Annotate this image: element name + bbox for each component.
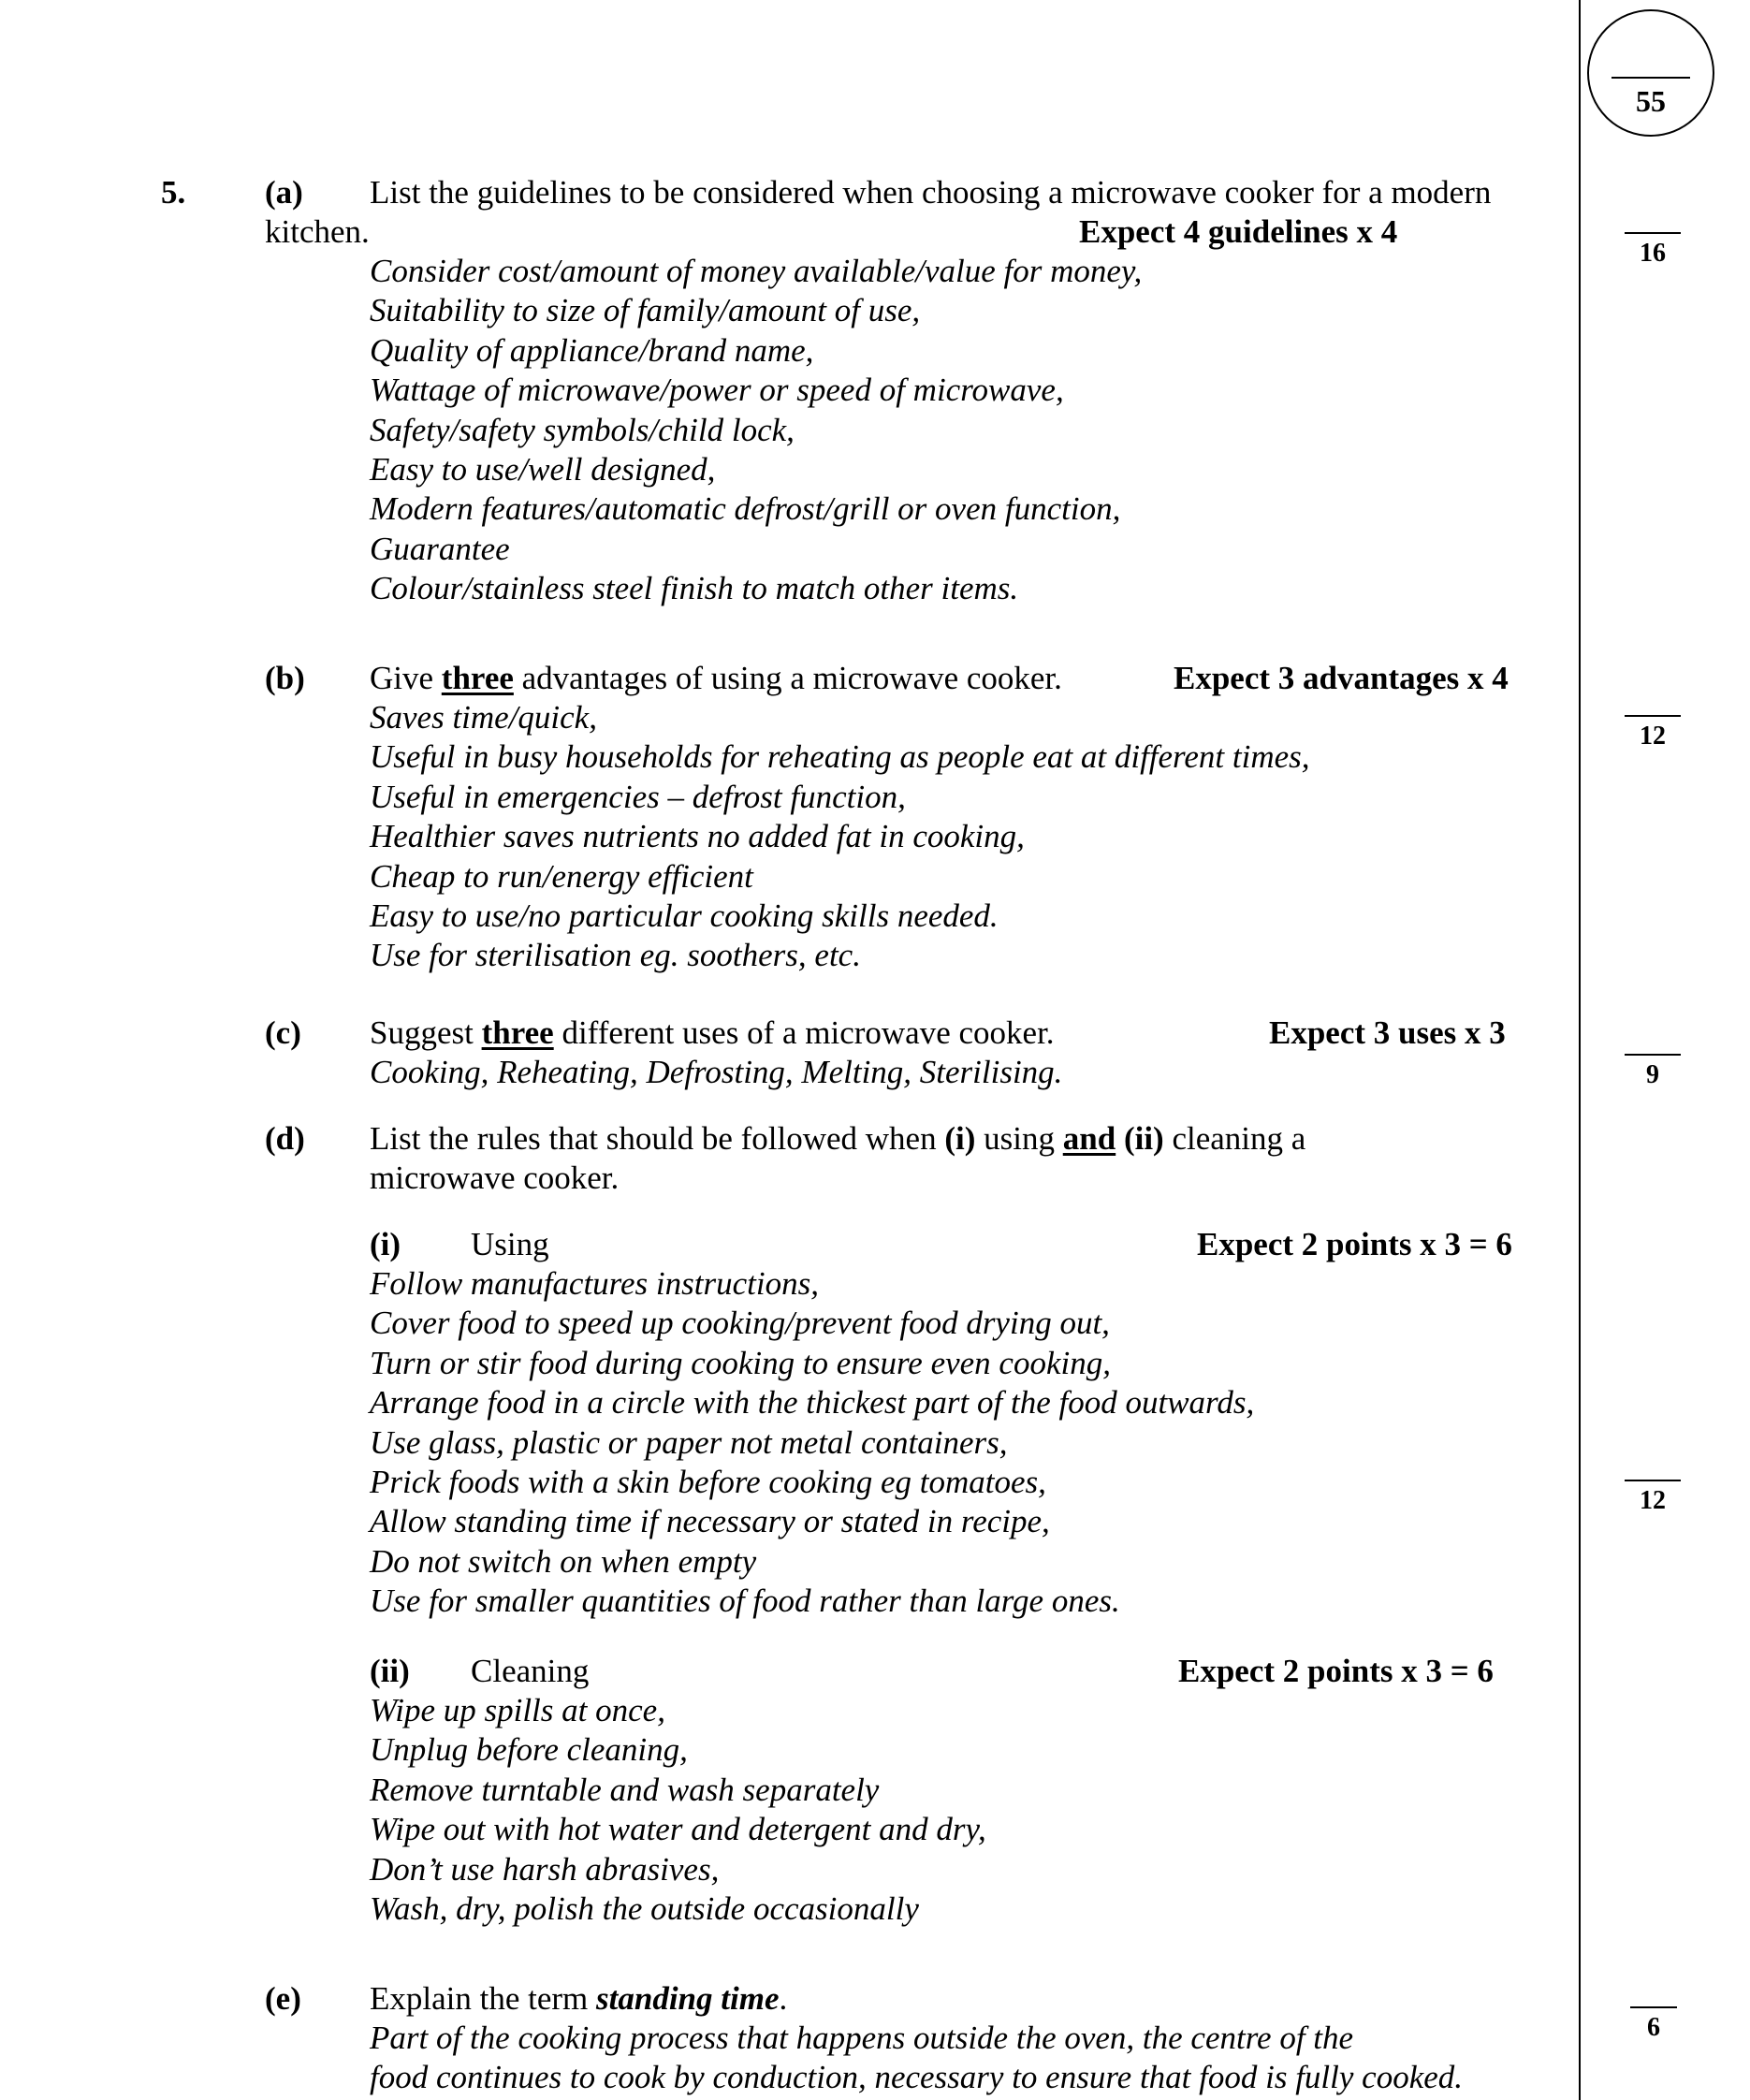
answer-line: Saves time/quick,	[370, 699, 597, 736]
part-c-expect: Expect 3 uses x 3	[1269, 1014, 1506, 1051]
part-b-label: (b)	[265, 660, 305, 696]
answer-line: Consider cost/amount of money available/value for money,	[370, 253, 1143, 289]
part-e-marks: 6	[1630, 2014, 1677, 2042]
part-d-question-line2: microwave cooker.	[370, 1159, 620, 1196]
part-e-label: (e)	[265, 1980, 301, 2017]
part-d-label: (d)	[265, 1120, 305, 1157]
part-d-ii-expect: Expect 2 points x 3 = 6	[1178, 1653, 1494, 1689]
part-d-marks: 12	[1625, 1487, 1681, 1515]
part-c-question: Suggest three different uses of a microwave cooker.	[370, 1014, 1055, 1051]
answer-line: Use for smaller quantities of food rather than large ones.	[370, 1582, 1120, 1620]
answer-line: Useful in busy households for reheating as people eat at different times,	[370, 738, 1310, 776]
part-b-answers	[370, 698, 1310, 976]
part-c-marks: 9	[1625, 1061, 1681, 1089]
answer-line: Remove turntable and wash separately	[370, 1771, 880, 1808]
answer-line: Safety/safety symbols/child lock,	[370, 411, 795, 448]
part-d-i-title: Using	[471, 1226, 549, 1262]
total-marks-circle	[1587, 9, 1714, 137]
answer-line: Wipe out with hot water and detergent and dry,	[370, 1811, 986, 1848]
answer-line: Part of the cooking process that happens outside the oven, the centre of the	[370, 2020, 1354, 2056]
part-e-answers	[370, 2019, 1463, 2098]
answer-line: Do not switch on when empty	[370, 1542, 757, 1580]
question-number: 5.	[161, 174, 186, 211]
answer-line: Modern features/automatic defrost/grill or oven function,	[370, 490, 1121, 528]
part-b-marks: 12	[1625, 722, 1681, 751]
part-d-ii-title: Cleaning	[471, 1653, 590, 1689]
answer-line: Don’t use harsh abrasives,	[370, 1850, 720, 1888]
answer-line: Wipe up spills at once,	[370, 1692, 665, 1728]
part-e-question: Explain the term standing time.	[370, 1980, 788, 2017]
part-c-label: (c)	[265, 1014, 301, 1051]
margin-rule	[1579, 0, 1581, 2100]
part-d-ii-answers	[370, 1691, 986, 1929]
part-b-question: Give three advantages of using a microwave cooker.	[370, 660, 1062, 696]
answer-line: Cheap to run/energy efficient	[370, 857, 753, 895]
total-marks: 55	[1636, 84, 1666, 112]
answer-line: Easy to use/no particular cooking skills needed.	[370, 897, 999, 934]
answer-line: Arrange food in a circle with the thickest part of the food outwards,	[370, 1384, 1255, 1422]
answer-line: Follow manufactures instructions,	[370, 1265, 819, 1302]
part-a-question-line2: kitchen.	[265, 213, 370, 250]
answer-line: Wattage of microwave/power or speed of microwave,	[370, 372, 1064, 409]
part-c-answer: Cooking, Reheating, Defrosting, Melting, Sterilising.	[370, 1054, 1063, 1090]
answer-line: Use for sterilisation eg. soothers, etc.	[370, 937, 861, 974]
answer-line: Cover food to speed up cooking/prevent food drying out,	[370, 1305, 1110, 1342]
answer-line: Quality of appliance/brand name,	[370, 331, 814, 369]
part-a-marks: 16	[1625, 240, 1681, 268]
part-d-i-expect: Expect 2 points x 3 = 6	[1197, 1226, 1512, 1262]
answer-line: Turn or stir food during cooking to ensure even cooking,	[370, 1344, 1111, 1381]
answer-line: Unplug before cleaning,	[370, 1731, 688, 1769]
part-a-label: (a)	[265, 174, 303, 211]
part-d-i-answers	[370, 1264, 1254, 1622]
answer-line: Colour/stainless steel finish to match other items.	[370, 570, 1019, 607]
answer-line: Easy to use/well designed,	[370, 450, 716, 488]
answer-line: Healthier saves nutrients no added fat in cooking,	[370, 818, 1025, 855]
answer-line: Use glass, plastic or paper not metal containers,	[370, 1423, 1008, 1461]
answer-line: Useful in emergencies – defrost function,	[370, 778, 906, 815]
part-d-question: List the rules that should be followed when (i) using and (ii) cleaning a	[370, 1120, 1306, 1157]
part-a-question-line1: List the guidelines to be considered when choosing a microwave cooker for a modern	[370, 174, 1492, 211]
part-b-expect: Expect 3 advantages x 4	[1174, 660, 1509, 696]
answer-line: food continues to cook by conduction, necessary to ensure that food is fully cooked.	[370, 2059, 1464, 2096]
part-d-i-label: (i)	[370, 1226, 401, 1262]
answer-line: Guarantee	[370, 530, 510, 567]
part-d-ii-label: (ii)	[370, 1653, 410, 1689]
answer-line: Suitability to size of family/amount of use,	[370, 292, 921, 329]
answer-line: Wash, dry, polish the outside occasionally	[370, 1889, 919, 1927]
answer-line: Allow standing time if necessary or stated in recipe,	[370, 1503, 1050, 1540]
answer-line: Prick foods with a skin before cooking eg tomatoes,	[370, 1463, 1046, 1500]
part-a-answers	[370, 252, 1142, 609]
part-a-expect: Expect 4 guidelines x 4	[1079, 213, 1398, 250]
